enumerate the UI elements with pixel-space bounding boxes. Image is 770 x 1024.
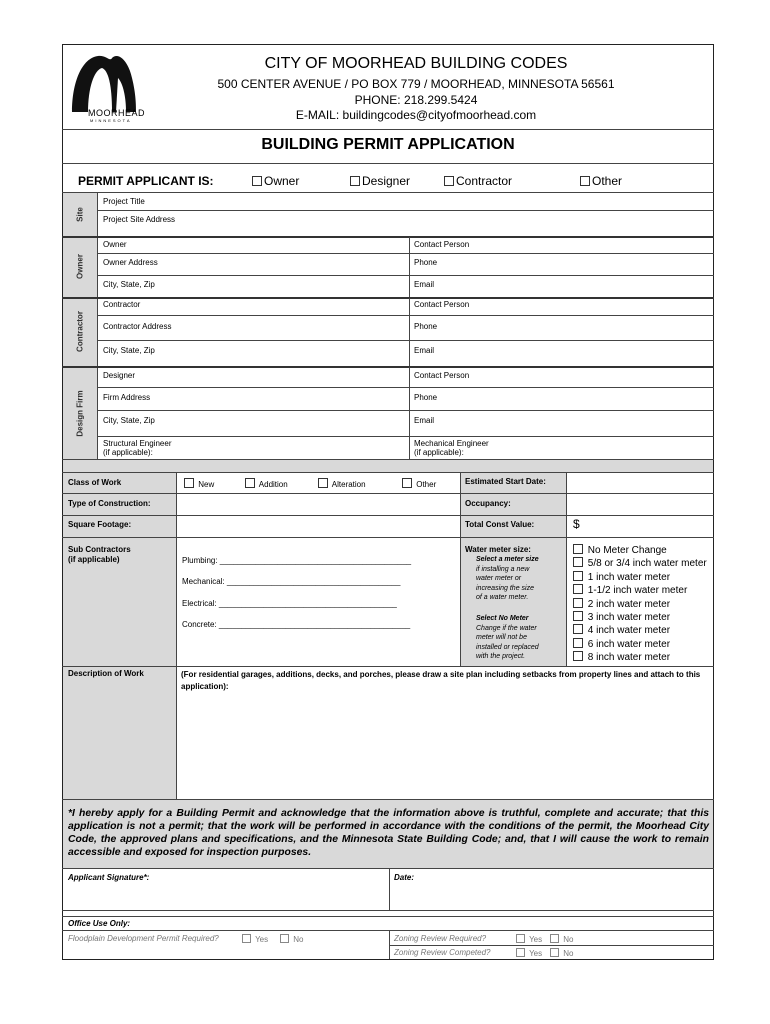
applicant-signature-label: Applicant Signature*: (68, 873, 150, 882)
water-meter-note-2: Select No Meter Change if the water meter will not be installed or replaced with the project. (476, 615, 539, 660)
designer-field[interactable]: Designer (103, 371, 136, 380)
zoning-completed-label: Zoning Review Competed? (394, 948, 491, 957)
checkbox-icon[interactable] (444, 176, 454, 186)
plumbing-field[interactable]: Plumbing: ___________________________________________ (182, 556, 412, 565)
project-site-address-field[interactable]: Project Site Address (103, 215, 176, 224)
section-label-site: Site (75, 207, 85, 222)
description-input[interactable] (177, 696, 713, 798)
floodplain-no[interactable]: No (280, 934, 303, 944)
applicant-designer-option[interactable]: Designer (350, 174, 410, 188)
meter-option[interactable]: 8 inch water meter (573, 651, 707, 664)
zoning-completed-yes[interactable]: Yes (516, 948, 542, 958)
checkbox-icon[interactable] (573, 571, 583, 581)
office-use-label: Office Use Only: (68, 919, 131, 928)
date-label: Date: (394, 873, 415, 882)
zoning-completed-no[interactable]: No (550, 948, 573, 958)
checkbox-icon[interactable] (550, 934, 559, 943)
checkbox-icon[interactable] (573, 544, 583, 554)
contractor-phone-field[interactable]: Phone (414, 322, 438, 331)
checkbox-icon[interactable] (350, 176, 360, 186)
owner-address-field[interactable]: Owner Address (103, 258, 158, 267)
designer-email-field[interactable]: Email (414, 416, 435, 425)
firm-address-field[interactable]: Firm Address (103, 393, 151, 402)
contractor-field[interactable]: Contractor (103, 300, 141, 309)
checkbox-icon[interactable] (550, 948, 559, 957)
contractor-city-field[interactable]: City, State, Zip (103, 346, 155, 355)
section-label-owner: Owner (75, 254, 85, 279)
class-other-option[interactable]: Other (402, 478, 436, 489)
org-address: 500 CENTER AVENUE / PO BOX 779 / MOORHEAD, MINNESOTA 56561 (217, 77, 615, 91)
designer-city-field[interactable]: City, State, Zip (103, 416, 155, 425)
meter-option[interactable]: 5/8 or 3/4 inch water meter (573, 557, 707, 570)
owner-contact-field[interactable]: Contact Person (414, 240, 470, 249)
logo-text: MOORHEAD (88, 108, 146, 118)
total-cost-label: Total Const Value: (465, 520, 535, 529)
applicant-owner-option[interactable]: Owner (252, 174, 299, 188)
water-meter-note-1: Select a meter size if installing a new water meter or increasing the size of a water meter. (476, 556, 539, 601)
org-title: CITY OF MOORHEAD BUILDING CODES (264, 55, 568, 72)
checkbox-icon[interactable] (252, 176, 262, 186)
zoning-required-yes[interactable]: Yes (516, 934, 542, 944)
description-label: Description of Work (68, 669, 144, 678)
start-date-label: Estimated Start Date: (465, 477, 546, 486)
mechanical-engineer-field[interactable]: Mechanical Engineer (if applicable): (414, 439, 489, 457)
zoning-required-no[interactable]: No (550, 934, 573, 944)
checkbox-icon[interactable] (516, 934, 525, 943)
subcontractors-label: Sub Contractors (if applicable) (68, 545, 131, 564)
section-label-design-firm: Design Firm (75, 390, 85, 437)
checkbox-icon[interactable] (580, 176, 590, 186)
owner-field[interactable]: Owner (103, 240, 127, 249)
structural-engineer-field[interactable]: Structural Engineer (if applicable): (103, 439, 172, 457)
separator-band (63, 460, 713, 472)
owner-phone-field[interactable]: Phone (414, 258, 438, 267)
declaration-text: *I hereby apply for a Building Permit and acknowledge that the information above is truthful, complete and accurate; that this application is not a permit; that the work will be performed in accordance with the conditions of the permit, the Moorhead City Code, the approved plans and specifications, and the Minnesota State Building Code; and, that I will cause the work to remain accessible and exposed for inspection purposes. (68, 808, 709, 858)
checkbox-icon[interactable] (573, 557, 583, 567)
checkbox-icon[interactable] (573, 598, 583, 608)
org-phone: PHONE: 218.299.5424 (354, 93, 478, 107)
checkbox-icon[interactable] (516, 948, 525, 957)
logo-subtext: MINNESOTA (90, 118, 132, 123)
contractor-email-field[interactable]: Email (414, 346, 435, 355)
date-field[interactable] (390, 884, 712, 908)
meter-option[interactable]: 2 inch water meter (573, 598, 707, 611)
applicant-other-option[interactable]: Other (580, 174, 622, 188)
meter-option[interactable]: No Meter Change (573, 544, 707, 557)
applicant-contractor-option[interactable]: Contractor (444, 174, 512, 188)
org-email: E-MAIL: buildingcodes@cityofmoorhead.com (295, 108, 537, 122)
contractor-address-field[interactable]: Contractor Address (103, 322, 172, 331)
checkbox-icon[interactable] (245, 478, 255, 488)
occupancy-label: Occupancy: (465, 499, 511, 508)
class-alteration-option[interactable]: Alteration (318, 478, 366, 489)
applicant-label: PERMIT APPLICANT IS: (78, 174, 214, 188)
checkbox-icon[interactable] (573, 624, 583, 634)
section-label-contractor: Contractor (75, 311, 85, 352)
checkbox-icon[interactable] (184, 478, 194, 488)
checkbox-icon[interactable] (318, 478, 328, 488)
electrical-field[interactable]: Electrical: ________________________________________ (182, 599, 397, 608)
class-addition-option[interactable]: Addition (245, 478, 288, 489)
checkbox-icon[interactable] (242, 934, 251, 943)
owner-city-field[interactable]: City, State, Zip (103, 280, 155, 289)
concrete-field[interactable]: Concrete: ___________________________________________ (182, 620, 411, 629)
total-cost-field[interactable]: $ (573, 517, 580, 531)
project-title-field[interactable]: Project Title (103, 197, 145, 206)
floodplain-yes[interactable]: Yes (242, 934, 268, 944)
designer-phone-field[interactable]: Phone (414, 393, 438, 402)
meter-option[interactable]: 4 inch water meter (573, 624, 707, 637)
meter-options-list (573, 544, 707, 665)
meter-option[interactable]: 1-1/2 inch water meter (573, 584, 707, 597)
owner-email-field[interactable]: Email (414, 280, 435, 289)
form-title: BUILDING PERMIT APPLICATION (261, 136, 515, 153)
class-new-option[interactable]: New (184, 478, 214, 489)
meter-option[interactable]: 1 inch water meter (573, 571, 707, 584)
checkbox-icon[interactable] (573, 584, 583, 594)
checkbox-icon[interactable] (573, 638, 583, 648)
designer-contact-field[interactable]: Contact Person (414, 371, 470, 380)
checkbox-icon[interactable] (573, 651, 583, 661)
meter-option[interactable]: 6 inch water meter (573, 638, 707, 651)
contractor-contact-field[interactable]: Contact Person (414, 300, 470, 309)
applicant-signature-field[interactable] (63, 884, 388, 908)
zoning-required-label: Zoning Review Required? (394, 934, 487, 943)
checkbox-icon[interactable] (573, 611, 583, 621)
square-footage-label: Square Footage: (68, 520, 132, 529)
mechanical-field[interactable]: Mechanical: _______________________________________ (182, 577, 401, 586)
class-of-work-label: Class of Work (68, 478, 122, 487)
meter-option[interactable]: 3 inch water meter (573, 611, 707, 624)
water-meter-label: Water meter size: (465, 545, 531, 554)
checkbox-icon[interactable] (280, 934, 289, 943)
checkbox-icon[interactable] (402, 478, 412, 488)
floodplain-label: Floodplain Development Permit Required? (68, 934, 219, 943)
construction-type-label: Type of Construction: (68, 499, 151, 508)
description-note: (For residential garages, additions, decks, and porches, please draw a site plan including setbacks from property lines and attach to this application): (181, 670, 701, 691)
